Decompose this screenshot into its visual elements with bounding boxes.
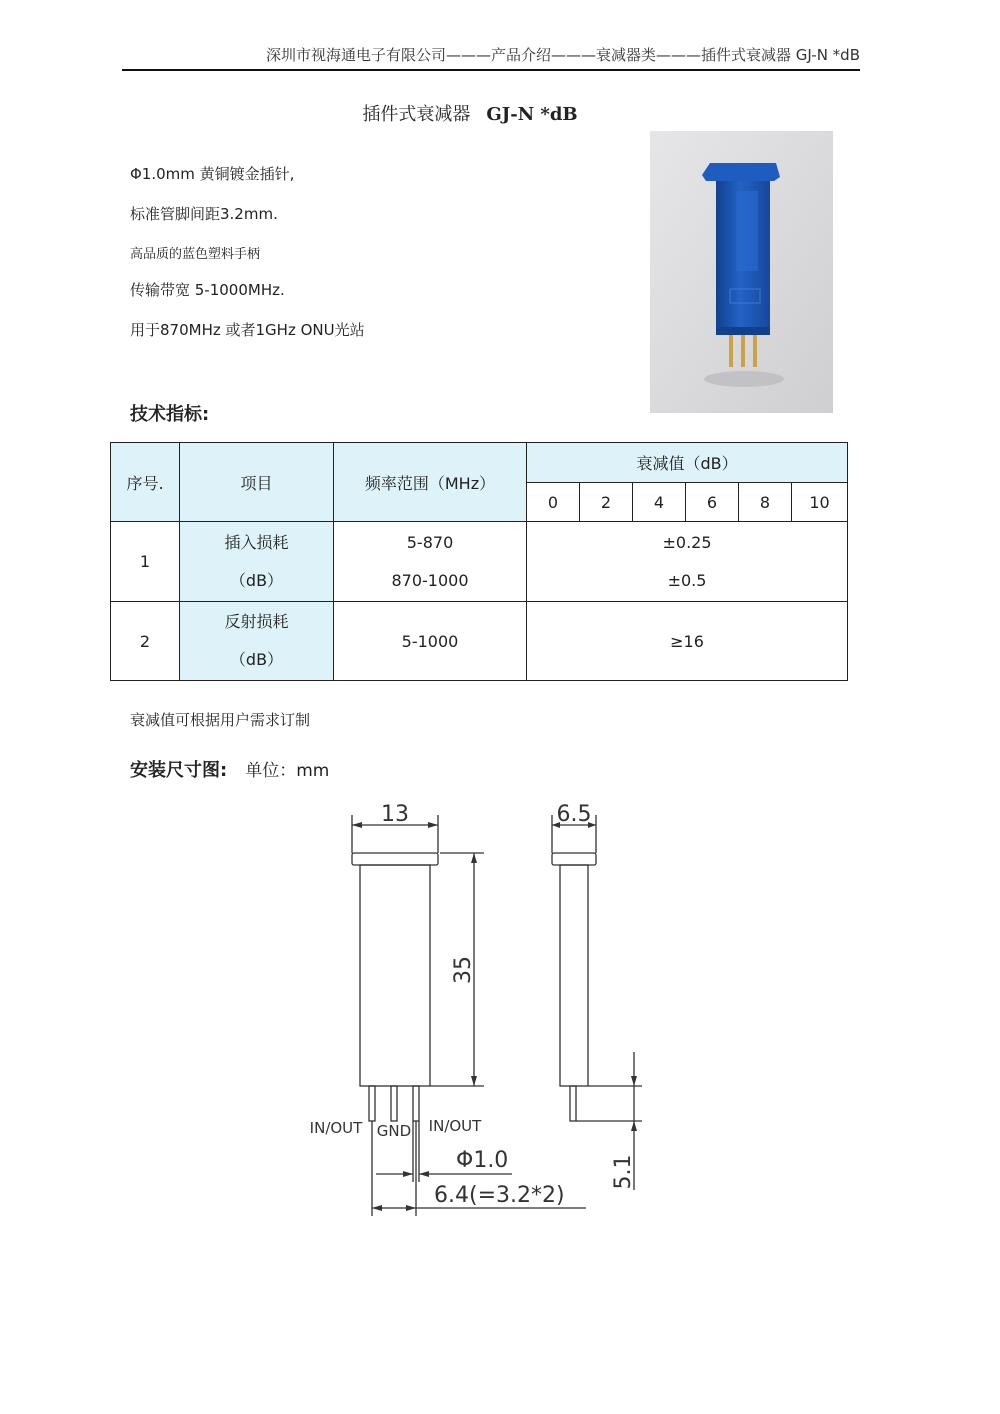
atten-col-8: 8 xyxy=(739,483,792,522)
feature-application: 用于870MHz 或者1GHz ONU光站 xyxy=(130,321,365,339)
front-body xyxy=(360,865,430,1086)
atten-col-10: 10 xyxy=(792,483,848,522)
front-pin-left xyxy=(369,1086,375,1121)
row-2-item-unit: （dB） xyxy=(229,650,284,669)
dim-pin-length: 5.1 xyxy=(611,1154,636,1190)
header-item: 项目 xyxy=(180,443,334,522)
row-1-no: 1 xyxy=(111,522,180,602)
handle-cap xyxy=(702,163,780,181)
row-1-value-a: ±0.25 xyxy=(662,532,712,552)
dim-pin-diameter: Φ1.0 xyxy=(456,1148,509,1173)
front-pin-center xyxy=(391,1086,397,1121)
table-row xyxy=(111,522,848,602)
drawing-unit: 单位：mm xyxy=(245,761,330,781)
side-cap xyxy=(552,853,596,865)
feature-handle: 高品质的蓝色塑料手柄 xyxy=(130,247,261,262)
dim-width: 13 xyxy=(381,802,409,827)
spec-heading: 技术指标: xyxy=(130,404,210,425)
row-1-item-name: 插入损耗 xyxy=(224,532,289,552)
pin-right xyxy=(753,335,757,367)
product-name: 插件式衰减器 xyxy=(362,104,471,125)
row-1-item-unit: （dB） xyxy=(229,570,284,590)
atten-col-6: 6 xyxy=(686,483,739,522)
customization-note: 衰减值可根据用户需求订制 xyxy=(130,711,311,729)
feature-pin: Φ1.0mm 黄铜镀金插针, xyxy=(130,165,295,183)
pin-center xyxy=(741,335,745,367)
dimension-drawing xyxy=(290,790,670,1230)
dim-depth: 6.5 xyxy=(556,802,592,827)
front-cap xyxy=(352,853,438,865)
pin-label-right: IN/OUT xyxy=(428,1117,482,1135)
row-1-value xyxy=(527,522,848,602)
row-2-item-name: 反射损耗 xyxy=(224,612,289,631)
row-1-item xyxy=(180,522,334,602)
atten-col-2: 2 xyxy=(580,483,633,522)
header-freq: 频率范围（MHz） xyxy=(334,443,527,522)
side-pin xyxy=(570,1086,576,1121)
pin-label-left: IN/OUT xyxy=(309,1119,363,1137)
row-1-freq-a: 5-870 xyxy=(406,532,454,552)
dim-pitch: 6.4(=3.2*2) xyxy=(434,1183,565,1208)
row-2-item xyxy=(180,602,334,681)
row-2-no: 2 xyxy=(111,602,180,681)
table-row xyxy=(111,602,848,681)
page-header: 深圳市视海通电子有限公司———产品介绍———衰减器类———插件式衰减器 GJ-N *dB xyxy=(122,44,860,71)
drawing-heading xyxy=(130,756,329,782)
front-pin-right xyxy=(413,1086,419,1121)
header-atten: 衰减值（dB） xyxy=(527,443,848,483)
header-no: 序号. xyxy=(111,443,180,522)
row-1-value-b: ±0.5 xyxy=(667,570,707,590)
spec-table xyxy=(110,442,848,681)
feature-bandwidth: 传输带宽 5-1000MHz. xyxy=(130,281,285,299)
pin-left xyxy=(729,335,733,367)
row-2-freq: 5-1000 xyxy=(334,602,527,681)
side-body xyxy=(560,865,588,1086)
product-photo xyxy=(650,131,833,413)
atten-col-4: 4 xyxy=(633,483,686,522)
row-2-value: ≥16 xyxy=(527,602,848,681)
drawing-title: 安装尺寸图: xyxy=(130,760,228,781)
product-model: GJ-N *dB xyxy=(486,104,578,125)
page-title xyxy=(0,100,940,126)
row-1-freq-b: 870-1000 xyxy=(391,570,469,590)
row-1-freq xyxy=(334,522,527,602)
feature-pitch: 标准管脚间距3.2mm. xyxy=(130,205,278,223)
pin-label-center: GND xyxy=(376,1122,412,1140)
dim-height: 35 xyxy=(451,956,476,984)
atten-col-0: 0 xyxy=(527,483,580,522)
